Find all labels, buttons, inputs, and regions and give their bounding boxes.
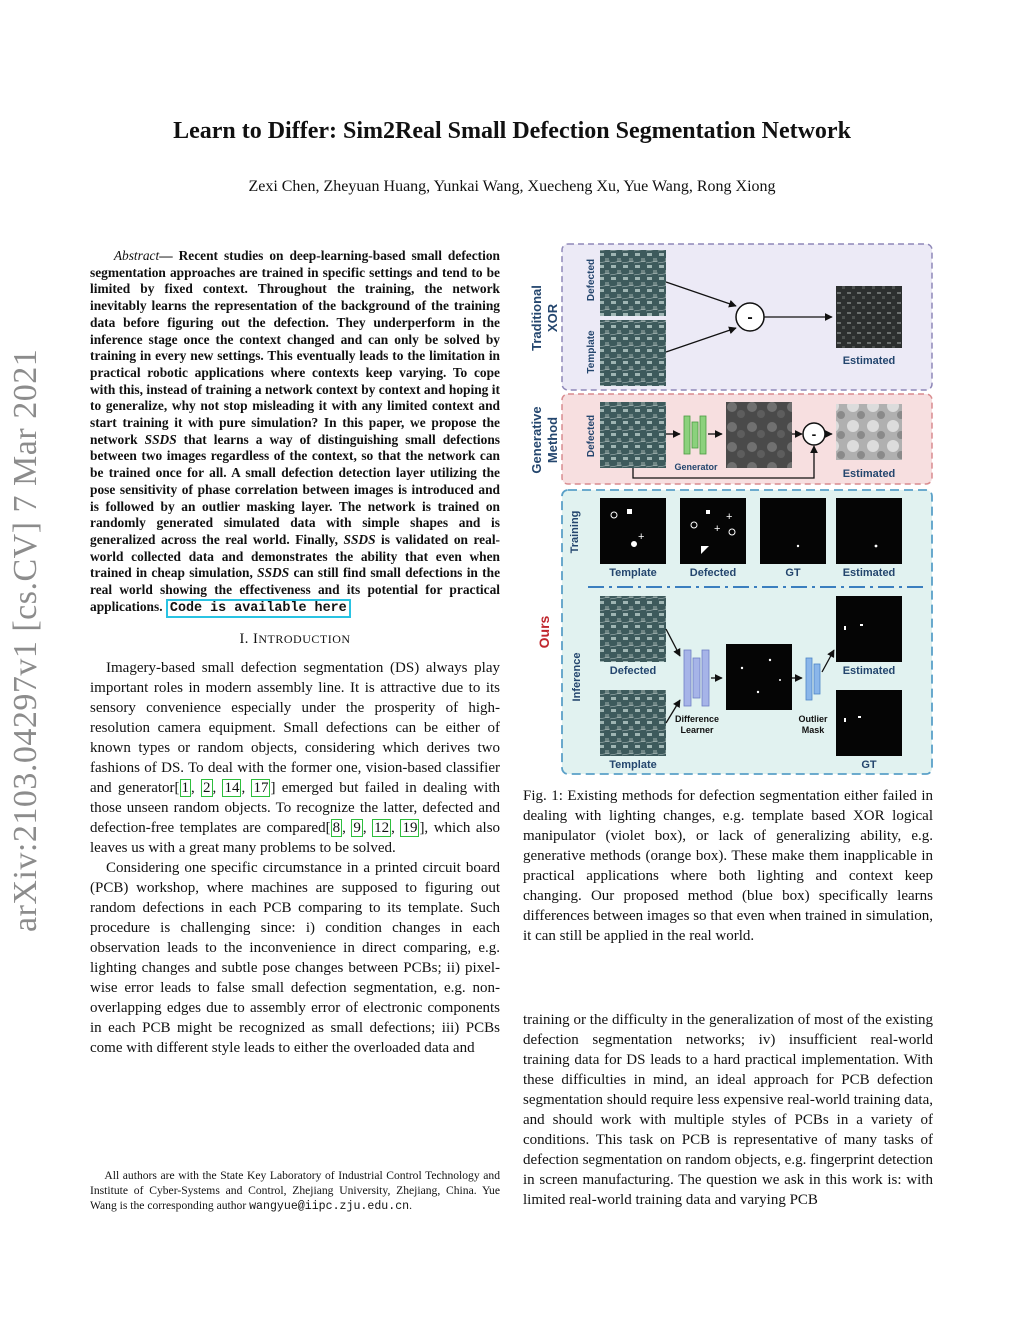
figure-1	[526, 240, 938, 778]
figure-caption: Fig. 1: Existing methods for defection segmentation either failed in dealing with lighting changes, e.g. template based XOR logical manipulator (violet box), or lack of generalizing ability, e.g. generative methods (orange box). These make them inapplicable in practical applications where both lighting and context keep changing. Our proposed method (blue box) specifically learns differences between images so that even when trained in simulation, it can still be applied in the real world.	[523, 788, 933, 944]
xor-estimated-image	[836, 286, 902, 348]
inference-template-image	[600, 690, 666, 756]
outlier-mask-label-1: Outlier	[798, 714, 828, 724]
outlier-mask-layer	[814, 664, 820, 694]
generative-defected-label: Defected	[586, 414, 597, 458]
generative-estimated-image	[836, 404, 902, 460]
inference-estimated-mark	[844, 626, 846, 630]
abstract-text-2: that learns a way of distinguishing small defections between two images regardless of the context, so that the network can be trained once for all. A small defection detection layer utilizing the pose sensitivity of phase correlation between images is introduced and is followed by an outlier masking layer. The network is trained on randomly generated simulated data with simple shapes and is generalized across the real world. Finally,	[90, 431, 500, 547]
difference-learner-layer	[702, 650, 709, 706]
section-initial: I	[253, 631, 259, 648]
intro-p1-text-b: ] emerged but failed in dealing with those unseen random objects. To recognize the latter, defected and defection-free templates are compared[	[90, 780, 500, 837]
training-defected-image	[680, 498, 746, 564]
intro-paragraph-1: Imagery-based small defection segmentation (DS) always play important roles in modern assembly line. It is attractive due to its sensory convenience especially under the prosperity of high-resolution camera equipment. Small defections can be either of known types or random objects, considering which derives two fashions of DS. To deal with the former one, vision-based classifier and generator[ 1 , 2 , 14 , 17 ] emerged but failed in dealing with those unseen random objects. To recognize the latter, defected and defection-free templates are compared[ 8 , 9 , 12 , 19 ], which also leaves us with a great many problems to be solved.	[90, 660, 501, 857]
section-heading-introduction	[90, 631, 500, 648]
citation-link[interactable]: 12	[374, 820, 390, 837]
xor-template-image	[600, 320, 666, 386]
xor-estimated-label: Estimated	[842, 355, 896, 367]
abstract-lead: Abstract	[113, 248, 160, 263]
inference-gt-mark	[858, 716, 861, 718]
code-link[interactable]: Code is available here	[166, 599, 351, 618]
xor-label-line-1: Traditional	[529, 285, 544, 351]
citation-link[interactable]: 19	[402, 820, 418, 837]
paper-title: Learn to Differ: Sim2Real Small Defection Segmentation Network	[173, 118, 851, 144]
abstract-ssds-1: SSDS	[144, 431, 177, 447]
generative-minus-sign: -	[811, 426, 817, 442]
section-title-rest: NTRODUCTION	[258, 632, 351, 647]
xor-minus-sign: -	[747, 309, 753, 326]
inference-label: Inference	[571, 652, 583, 702]
training-estimated-image	[836, 498, 902, 564]
abstract-text-1: Recent studies on deep-learning-based small defection segmentation approaches are trained in specific settings and tend to be limited by fixed context. Throughout the training, the network inevitably learns the representation of the background of the training data before figuring out the defection. They underperform in the inference stage once the context changed and can only be solved by training in every new settings. This eventually leads to the limitation in practical robotic applications where contexts keep varying. To cope with this, instead of training a network context by context and hoping it to generalize, why not stop misleading it with any limited context and start training it with pure simulation? In this paper, we propose the network	[90, 248, 500, 447]
generative-defected-image	[600, 402, 666, 468]
training-label: Training	[569, 510, 581, 554]
citation-link[interactable]: 8	[332, 820, 341, 837]
inference-defected-caption: Defected	[609, 665, 657, 677]
inference-defected-image	[600, 596, 666, 662]
section-number: I.	[239, 631, 254, 648]
difference-map-mark	[757, 691, 759, 693]
generator-label: Generator	[674, 462, 718, 472]
difference-learner-label-1: Difference	[674, 714, 720, 724]
xor-defected-label: Defected	[586, 258, 597, 302]
outlier-mask-label-2: Mask	[801, 725, 825, 735]
training-shape-plus: +	[714, 523, 721, 535]
generator-layer	[684, 416, 690, 454]
generator-layer	[700, 416, 706, 454]
footnote-end: .	[409, 1199, 413, 1212]
generative-label-line-1: Generative	[529, 406, 544, 474]
training-gt-mark	[797, 545, 799, 547]
inference-gt-image	[836, 690, 902, 756]
training-shape	[631, 541, 637, 547]
footnote	[90, 1168, 500, 1214]
abstract-ssds-2: SSDS	[343, 531, 376, 547]
inference-estimated-mark	[860, 624, 863, 626]
ours-label: Ours	[536, 615, 552, 649]
training-estimated-mark	[875, 545, 878, 548]
difference-learner-label-2: Learner	[680, 725, 714, 735]
citation-link[interactable]: 9	[353, 820, 361, 837]
xor-defected-image	[600, 250, 666, 316]
gt-caption: GT	[785, 567, 801, 579]
intro-paragraph-3: training or the difficulty in the generalization of most of the existing defection segmentation networks; iv) insufficient real-world training data for DS leads to a hard practical implementation. With these difficulties in mind, an ideal approach for PCB defection segmentation should require less expensive real-world training data, and should work with multiple styles of PCBs in a variety of conditions. This task on PCB is representative of many tasks of defection segmentation on random objects, e.g. fingerprint detection in screen manufacturing. The question we ask in this work is: with limited real-world training data and varying PCB	[523, 1012, 933, 1208]
generator-layer	[692, 422, 698, 448]
inference-gt-mark	[844, 718, 846, 722]
generative-estimated-label: Estimated	[842, 468, 896, 480]
footnote-text: All authors are with the State Key Laboratory of Industrial Control Technology and Institute of Cyber-Systems and Control, Zhejiang University, Zhejiang, China. Yue Wang is the corresponding author	[90, 1169, 500, 1212]
inference-estimated-caption: Estimated	[842, 665, 896, 677]
training-shape	[627, 509, 632, 514]
abstract-text-4: can still find small defections in the real world showing the effectiveness and its potential for practical applications.	[90, 565, 501, 614]
intro-p1-text-c: ], which also leaves us with a great many problems to be solved.	[90, 820, 501, 857]
difference-map-mark	[779, 679, 781, 681]
abstract	[90, 248, 500, 617]
footnote-email[interactable]: wangyue@iipc.zju.edu.cn	[249, 1200, 410, 1213]
difference-learner-layer	[684, 650, 691, 706]
difference-learner-layer	[693, 658, 700, 698]
training-template-image	[600, 498, 666, 564]
inference-gt-caption: GT	[861, 759, 877, 771]
difference-map-mark	[769, 659, 771, 661]
citation-link[interactable]: 14	[224, 780, 240, 797]
left-column	[90, 248, 500, 1058]
citation-link[interactable]: 1	[181, 780, 190, 797]
generated-image	[726, 402, 792, 468]
xor-template-label: Template	[586, 330, 597, 374]
arxiv-identifier[interactable]: arXiv:2103.04297v1 [cs.CV] 7 Mar 2021	[7, 348, 44, 932]
generative-label-line-2: Method	[545, 416, 560, 464]
training-shape	[706, 510, 710, 514]
training-shape-plus: +	[638, 531, 645, 543]
training-shape-plus: +	[726, 511, 733, 523]
template-caption: Template	[609, 567, 657, 579]
abstract-ssds-3: SSDS	[257, 565, 290, 581]
outlier-mask-layer	[806, 658, 812, 700]
training-gt-image	[760, 498, 826, 564]
xor-label-line-2: XOR	[545, 303, 560, 333]
intro-paragraph-2: Considering one specific circumstance in a printed circuit board (PCB) workshop, where machines are supposed to figuring out random defections in each PCB comparing to its template. Such procedure is challenging since: i) condition changes in each observation leads to the inconvenience in direct comparing, e.g. lighting changes and subtle pose changes between PCBs; ii) pixel-wise error leads to false small defection segmentation, e.g. non-overlapping edges due to assembly error of electronic components in each PCB might be recognized as small defections; iii) PCBs come with different style leads to either the overloaded data and	[90, 860, 500, 1057]
abstract-dash: —	[159, 248, 173, 263]
inference-template-caption: Template	[609, 759, 657, 771]
citation-link[interactable]: 2	[203, 780, 211, 797]
defected-caption: Defected	[689, 567, 737, 579]
intro-p1-text-a: Imagery-based small defection segmentation (DS) always play important roles in modern assembly line. It is attractive due to its sensory convenience especially under the prosperity of high-resolution camera equipment. Small defections can be either of known types or random objects, considering which derives two fashions of DS. To deal with the former one, vision-based classifier and generator[	[90, 660, 500, 797]
difference-map-mark	[741, 667, 743, 669]
training-estimated-caption: Estimated	[842, 567, 896, 579]
citation-link[interactable]: 17	[253, 780, 269, 797]
abstract-text-3: is validated on real-world collected data and demonstrates the ability that even when trained in cheap simulation,	[90, 531, 501, 581]
author-list: Zexi Chen, Zheyuan Huang, Yunkai Wang, Xuecheng Xu, Yue Wang, Rong Xiong	[248, 178, 776, 195]
difference-map-image	[726, 644, 792, 710]
